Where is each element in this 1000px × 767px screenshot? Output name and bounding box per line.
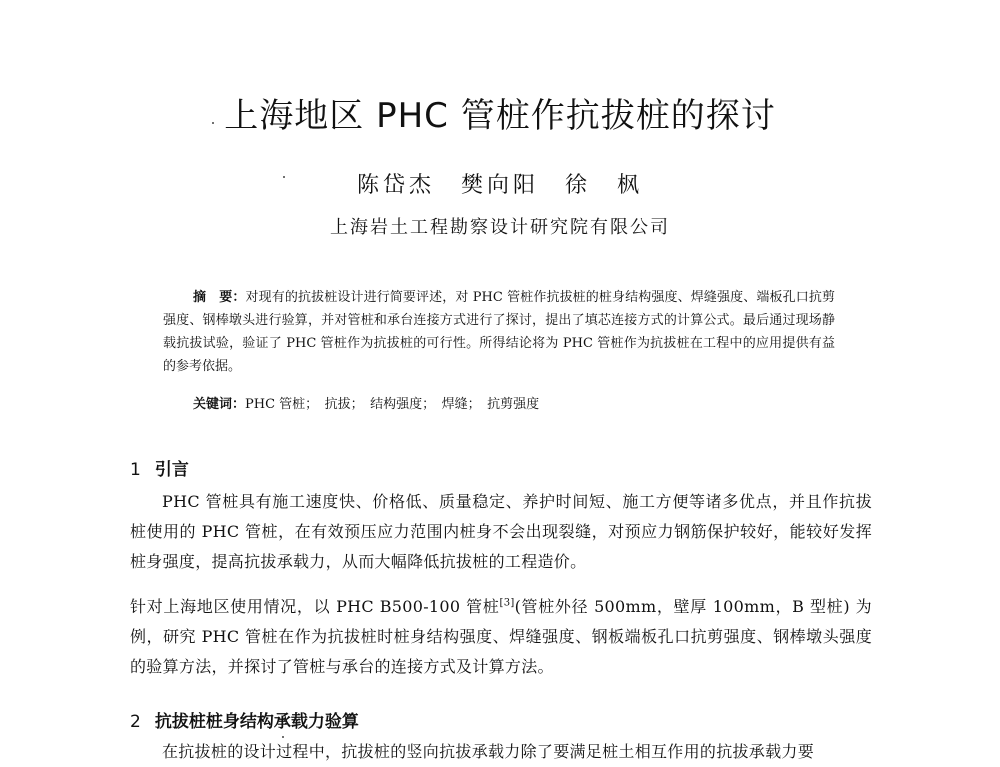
keywords-text: PHC 管桩； 抗拔； 结构强度； 焊缝； 抗剪强度	[245, 397, 540, 412]
section-number: 1	[130, 460, 141, 480]
intro-paragraph-2-text-a: 针对上海地区使用情况，以 PHC B500-100 管桩	[130, 597, 500, 616]
intro-paragraph-2	[130, 592, 872, 682]
paper-title: 上海地区 PHC 管桩作抗拔桩的探讨	[224, 96, 776, 136]
paper-authors: 陈岱杰 樊向阳 徐 枫	[356, 173, 643, 198]
abstract-text: 对现有的抗拔桩设计进行简要评述，对 PHC 管桩作抗拔桩的桩身结构强度、焊缝强度、端板孔口抗剪强度、钢棒墩头进行验算，并对管桩和承台连接方式进行了探讨，提出了填芯连接方式的计算公式。最后通过现场静载抗拔试验，验证了 PHC 管桩作为抗拔桩的可行性。所得结论将为 PHC 管桩作为抗拔桩在工程中的应用提供有益的参考依据。	[163, 290, 835, 374]
keywords	[193, 394, 539, 416]
abstract	[163, 286, 835, 378]
section-title: 引言	[154, 460, 189, 480]
section-title: 抗拔桩桩身结构承载力验算	[154, 712, 359, 732]
intro-paragraph-1: PHC 管桩具有施工速度快、价格低、质量稳定、养护时间短、施工方便等诸多优点，并且作抗拔桩使用的 PHC 管桩，在有效预压应力范围内桩身不会出现裂缝，对预应力钢筋保护较好，能较好发挥桩身强度，提高抗拔承载力，从而大幅降低抗拔桩的工程造价。	[130, 492, 872, 571]
citation-ref: [3]	[499, 597, 515, 609]
abstract-label: 摘 要：	[193, 290, 246, 305]
section-heading-introduction	[130, 455, 189, 480]
paper-affiliation: 上海岩土工程勘察设计研究院有限公司	[330, 217, 670, 238]
section-heading-structural-capacity	[130, 707, 359, 732]
section2-paragraph-1: 在抗拔桩的设计过程中，抗拔桩的竖向抗拔承载力除了要满足桩土相互作用的抗拔承载力要	[162, 742, 815, 761]
section-number: 2	[130, 712, 141, 732]
intro-paragraph-2-text-b: (管桩外径 500mm，壁厚 100mm，B 型桩) 为例，研究 PHC 管桩在作为抗拔桩时桩身结构强度、焊缝强度、钢板端板孔口抗剪强度、钢棒墩头强度的验算方法，并探讨了管桩与承台的连接方式及计算方法。	[130, 597, 872, 676]
keywords-label: 关键词：	[193, 397, 246, 412]
